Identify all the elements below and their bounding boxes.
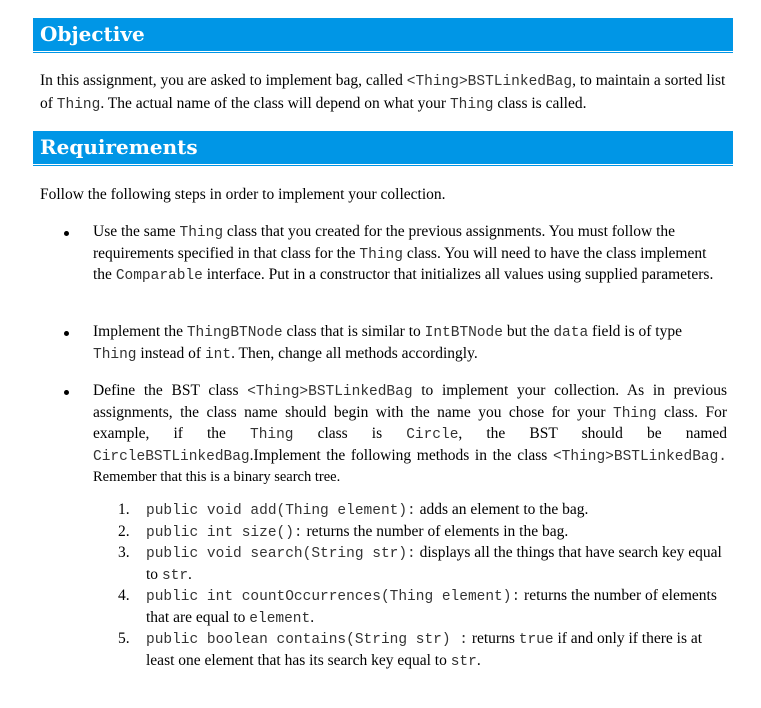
code-intbtnode: IntBTNode (424, 325, 503, 341)
text-segment: .Implement the following methods in the class (249, 446, 553, 464)
text-segment: class that you created for the previous assignments. You must follow the requirements specified in that class for the (93, 223, 676, 262)
text-segment: field is of type (588, 323, 682, 340)
method-description: . (310, 608, 315, 626)
objective-paragraph (40, 70, 740, 116)
requirements-heading-bar (33, 131, 733, 164)
method-signature: public boolean contains(String str) : (146, 632, 468, 648)
objective-heading: Objective (40, 22, 145, 46)
method-description: returns the number of elements in the bag. (302, 522, 569, 540)
text-segment: , the BST should be named (458, 425, 728, 442)
code-thing: Thing (250, 427, 294, 443)
bullet-dot (64, 231, 69, 236)
method-signature: public void search(String str): (146, 546, 416, 562)
objective-heading-rule (33, 52, 733, 53)
method-description: adds an element to the bag. (415, 501, 589, 518)
text-segment: to implement your collection. As in previous assignments, the class name should begin with the name you chose for your (93, 382, 727, 421)
method-item-size (118, 522, 730, 544)
code-true: true (518, 632, 554, 648)
method-item-search (118, 543, 730, 586)
requirements-heading-rule (33, 165, 733, 166)
text-segment: instead of (136, 344, 205, 362)
method-number: 2. (118, 522, 130, 540)
code-thing: Thing (56, 97, 101, 113)
method-number: 1. (118, 501, 130, 518)
method-signature: public void add(Thing element): (146, 503, 416, 519)
text-segment: In this assignment, you are asked to implement bag, called (40, 72, 407, 89)
code-thing: Thing (359, 246, 403, 263)
text-segment: class. For example, if the (93, 403, 727, 442)
code-class-name: <Thing>BSTLinkedBag (406, 74, 573, 90)
text-segment: Use the same (93, 223, 180, 240)
text-segment: Implement the (93, 323, 187, 340)
text-segment: class is called. (493, 95, 587, 112)
text-segment: but the (502, 323, 554, 340)
code-data: data (553, 325, 589, 341)
code-element: element (249, 610, 311, 627)
code-thingbtnode: ThingBTNode (186, 325, 283, 341)
text-segment: class that is similar to (282, 323, 425, 340)
code-class-name: <Thing>BSTLinkedBag (247, 384, 413, 400)
code-str: str (450, 653, 477, 670)
code-comparable: Comparable (115, 268, 203, 284)
bullet-dot (64, 390, 69, 395)
code-str: str (161, 567, 189, 584)
code-circle: Circle (406, 427, 459, 443)
bullet-item-bst-class (93, 381, 727, 488)
method-number: 5. (118, 630, 130, 647)
method-signature: public int countOccurrences(Thing element): (146, 589, 521, 605)
code-circle-bag: CircleBSTLinkedBag (93, 448, 250, 465)
method-item-add (118, 500, 730, 522)
method-item-count-occurrences (118, 586, 730, 629)
text-segment: interface. Put in a constructor that initializes all values using supplied parameters. (202, 266, 714, 283)
code-thing: Thing (93, 346, 137, 363)
bullet-item-btnode (93, 322, 727, 365)
method-number: 3. (118, 544, 130, 561)
method-description: . (188, 565, 192, 583)
method-description: . (476, 651, 481, 669)
code-int: int (204, 346, 232, 363)
methods-list (118, 500, 730, 672)
requirements-heading: Requirements (40, 135, 198, 159)
text-segment: , to maintain a sorted list of (40, 72, 726, 112)
text-segment: Remember that this is a binary search tree. (93, 469, 341, 485)
code-class-name: <Thing>BSTLinkedBag. (552, 448, 727, 465)
bullet-item-thing-class (93, 222, 727, 287)
method-description: returns the number of elements that are equal to (146, 587, 717, 626)
code-thing: Thing (179, 225, 224, 241)
method-number: 4. (118, 587, 130, 604)
code-thing: Thing (449, 97, 494, 113)
method-description: returns (467, 630, 519, 647)
method-description: displays all the things that have search key equal to (146, 544, 722, 583)
objective-heading-bar (33, 18, 733, 51)
method-item-contains (118, 629, 730, 672)
text-segment: class is (293, 425, 407, 442)
text-segment: class. You will need to have the class implement the (93, 244, 707, 283)
text-segment: . Then, change all methods accordingly. (231, 344, 478, 362)
text-segment: . The actual name of the class will depend on what your (100, 95, 450, 112)
code-thing: Thing (613, 405, 657, 422)
bullet-dot (64, 331, 69, 336)
requirements-intro: Follow the following steps in order to implement your collection. (40, 186, 446, 203)
method-signature: public int size(): (146, 524, 303, 541)
text-segment: Define the BST class (93, 382, 248, 399)
method-description: if and only if there is at least one element that has its search key equal to (146, 630, 703, 669)
